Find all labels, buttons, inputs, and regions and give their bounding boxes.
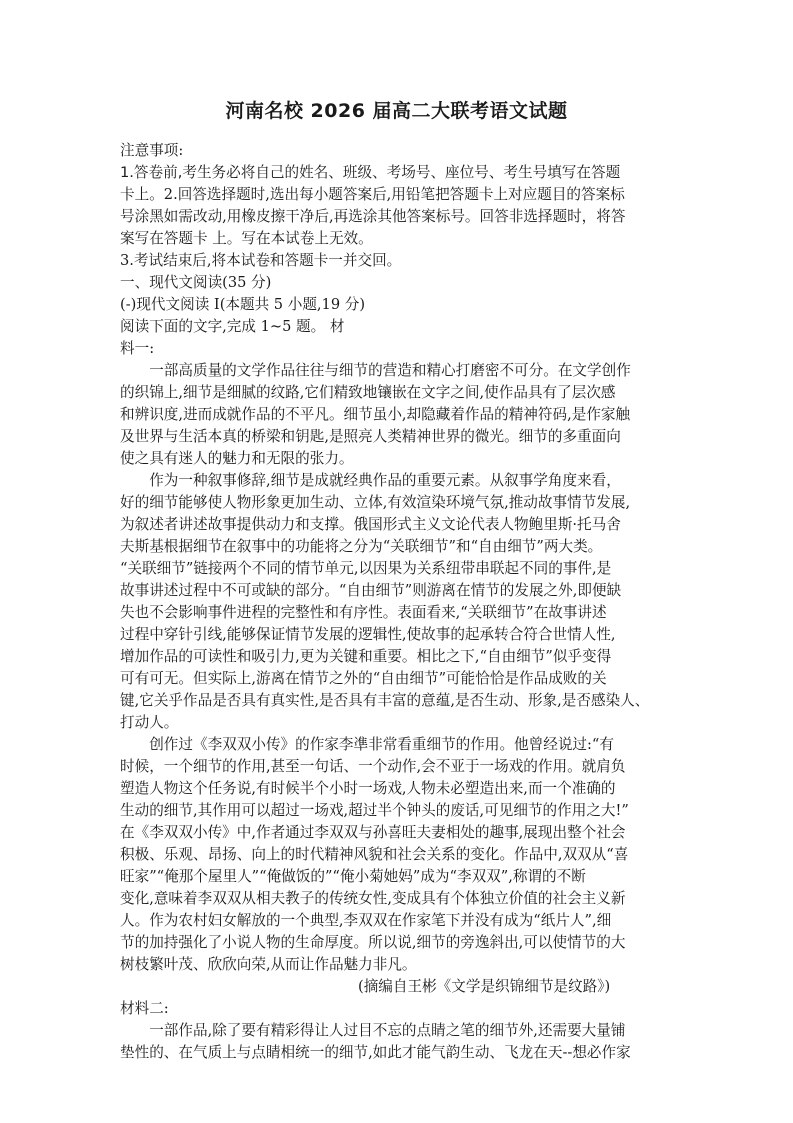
paragraph-line: 时候，一个细节的作用,甚至一句话、一个动作,会不亚于一场戏的作用。就肩负 bbox=[120, 758, 626, 775]
paragraph-line: 塑造人物这个任务说,有时候半个小时一场戏,人物未必塑造出来,而一个准确的 bbox=[120, 780, 616, 797]
paragraph-line: 使之具有迷人的魅力和无限的张力。 bbox=[120, 450, 354, 467]
source-citation: (摘编自王彬《文学是织锦细节是纹路》) bbox=[358, 978, 611, 995]
paragraph-line: 生动的细节,其作用可以超过一场戏,超过半个钟头的废话,可见细节的作用之大!” bbox=[120, 802, 629, 819]
paragraph-line: 树枝繁叶茂、欣欣向荣,从而让作品魅力非凡。 bbox=[120, 956, 417, 973]
paragraph-line: 一部高质量的文学作品往往与细节的营造和精心打磨密不可分。在文学创作 bbox=[120, 362, 631, 379]
material-one-label: 料一: bbox=[120, 340, 155, 357]
paragraph-line: 失也不会影响事件进程的完整性和有序性。表面看来,“关联细节”在故事讲述 bbox=[120, 604, 607, 621]
paragraph-line: 的织锦上,细节是细腻的纹路,它们精致地镶嵌在文字之间,使作品具有了层次感 bbox=[120, 384, 616, 401]
paragraph-line: 好的细节能够使人物形象更加生动、立体,有效渲染环境气氛,推动故事情节发展, bbox=[120, 494, 631, 511]
paragraph-line: 过程中穿针引线,能够保证情节发展的逻辑性,使故事的起承转合符合世情人性, bbox=[120, 626, 616, 643]
paragraph-line: 旺家”“俺那个屋里人”“俺做饭的”“俺小菊她妈”成为“李双双”,称谓的不断 bbox=[120, 868, 586, 885]
paragraph-line: 创作过《李双双小传》的作家李凖非常看重细节的作用。他曾经说过:“有 bbox=[120, 736, 614, 753]
paragraph-line: 可有可无。但实际上,游离在情节之外的“自由细节”可能恰恰是作品成败的关 bbox=[120, 670, 607, 687]
paragraph-line: 人。作为农村妇女解放的一个典型,李双双在作家笔下并没有成为“纸片人”,细 bbox=[120, 912, 612, 929]
paragraph-line: 故事讲述过程中不可或缺的部分。“自由细节”则游离在情节的发展之外,即便缺 bbox=[120, 582, 622, 599]
paragraph-line: 在《李双双小传》中,作者通过李双双与孙喜旺夫妻相处的趣事,展现出整个社会 bbox=[120, 824, 626, 841]
section-heading: 一、现代文阅读(35 分) bbox=[120, 274, 272, 291]
notice-line: 案写在答题卡 上。写在本试卷上无效。 bbox=[120, 230, 373, 247]
paragraph-line: 夫斯基根据细节在叙事中的功能将之分为“关联细节”和“自由细节”两大类。 bbox=[120, 538, 603, 555]
notice-item-1: 1.答卷前,考生务必将自己的姓名、班级、考场号、座位号、考生号填写在答题 bbox=[120, 164, 621, 181]
paragraph-line: 及世界与生活本真的桥梁和钥匙,是照亮人类精神世界的微光。细节的多重面向 bbox=[120, 428, 621, 445]
paragraph-line: “关联细节”链接两个不同的情节单元,以因果为关系纽带串联起不同的事件,是 bbox=[120, 560, 612, 577]
paragraph-line: 一部作品,除了要有精彩得让人过目不忘的点睛之笔的细节外,还需要大量铺 bbox=[120, 1022, 626, 1039]
paragraph-line: 打动人。 bbox=[120, 714, 179, 731]
paragraph-line: 积极、乐观、昂扬、向上的时代精神风貌和社会关系的变化。作品中,双双从“喜 bbox=[120, 846, 629, 863]
paragraph-line: 增加作品的可读性和吸引力,更为关键和重要。相比之下,“自由细节”似乎变得 bbox=[120, 648, 612, 665]
paragraph-line: 和辨识度,进而成就作品的不平凡。细节虽小,却隐藏着作品的精神符码,是作家触 bbox=[120, 406, 631, 423]
paragraph-line: 垫性的、在气质上与点睛相统一的细节,如此才能气韵生动、飞龙在天--想必作家 bbox=[120, 1044, 631, 1061]
notice-line: 卡上。2.回答选择题时,选出每小题答案后,用铅笔把答题卡上对应题目的答案标 bbox=[120, 186, 625, 203]
paragraph-line: 作为一种叙事修辞,细节是成就经典作品的重要元素。从叙事学角度来看， bbox=[120, 472, 621, 489]
notice-item-3: 3.考试结束后,将本试卷和答题卡一并交回。 bbox=[120, 252, 402, 269]
paragraph-line: 为叙述者讲述故事提供动力和支撑。俄国形式主义文论代表人物鲍里斯·托马舍 bbox=[120, 516, 621, 533]
paragraph-line: 变化,意味着李双双从相夫教子的传统女性,变成具有个体独立价值的社会主义新 bbox=[120, 890, 626, 907]
paragraph-line: 键,它关乎作品是否具有真实性,是否具有丰富的意蕴,是否生动、形象,是否感染人、 bbox=[120, 692, 650, 709]
instruction-line: 阅读下面的文字,完成 1~5 题。 材 bbox=[120, 318, 345, 335]
notice-line: 号涂黑如需改动,用橡皮擦干净后,再选涂其他答案标号。回答非选择题时，将答 bbox=[120, 208, 626, 225]
subsection-heading: (-)现代文阅读 I(本题共 5 小题,19 分) bbox=[120, 296, 366, 313]
exam-title: 河南名校 2026 届高二大联考语文试题 bbox=[225, 100, 568, 122]
notice-heading: 注意事项: bbox=[120, 142, 184, 159]
material-two-label: 材料二: bbox=[120, 1000, 169, 1017]
paragraph-line: 节的加持强化了小说人物的生命厚度。所以说,细节的旁逸斜出,可以使情节的大 bbox=[120, 934, 626, 951]
